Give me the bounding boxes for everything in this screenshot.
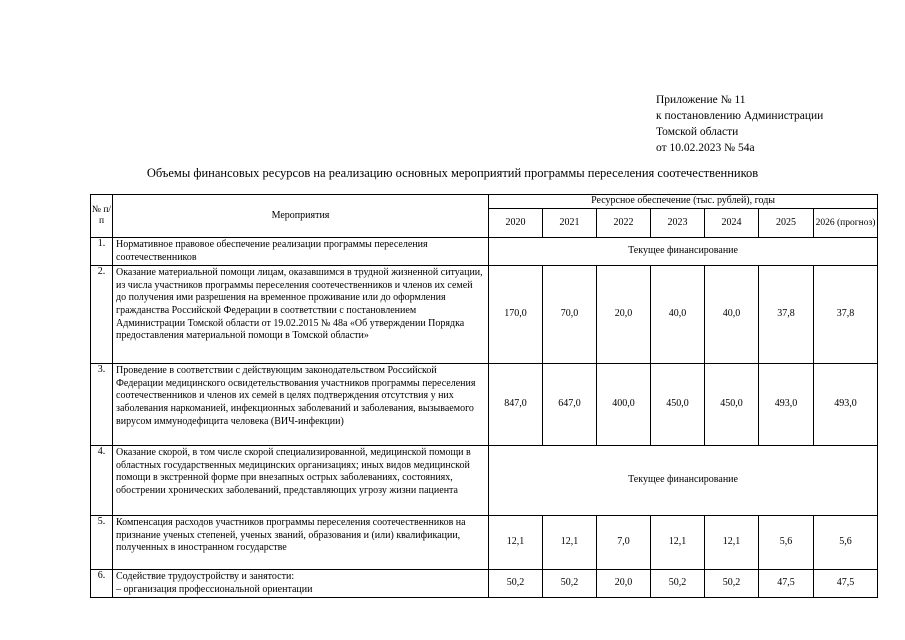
header-year: 2020 bbox=[489, 209, 543, 238]
header-resources: Ресурсное обеспечение (тыс. рублей), годы bbox=[489, 195, 878, 209]
value-cell: 400,0 bbox=[597, 364, 651, 446]
value-cell: 450,0 bbox=[705, 364, 759, 446]
row-event-name: Нормативное правовое обеспечение реализации программы переселения соотечественников bbox=[113, 238, 489, 266]
value-cell: 847,0 bbox=[489, 364, 543, 446]
funding-note: Текущее финансирование bbox=[489, 238, 878, 266]
table-row bbox=[91, 364, 878, 446]
resources-table bbox=[90, 194, 878, 598]
appendix-line-4: от 10.02.2023 № 54а bbox=[656, 142, 755, 154]
value-cell: 12,1 bbox=[705, 516, 759, 570]
row-event-name bbox=[113, 570, 489, 598]
value-cell: 50,2 bbox=[543, 570, 597, 598]
appendix-line-3: Томской области bbox=[656, 126, 739, 138]
row-number: 5. bbox=[91, 516, 113, 570]
funding-note: Текущее финансирование bbox=[489, 446, 878, 516]
value-cell: 50,2 bbox=[651, 570, 705, 598]
appendix-line-2: к постановлению Администрации bbox=[656, 110, 824, 122]
header-year: 2025 bbox=[759, 209, 814, 238]
value-cell: 20,0 bbox=[597, 570, 651, 598]
value-cell: 40,0 bbox=[651, 266, 705, 364]
value-cell: 50,2 bbox=[705, 570, 759, 598]
value-cell: 37,8 bbox=[814, 266, 878, 364]
value-cell: 493,0 bbox=[814, 364, 878, 446]
appendix-block bbox=[656, 92, 823, 156]
value-cell: 47,5 bbox=[759, 570, 814, 598]
row-number: 6. bbox=[91, 570, 113, 598]
table-row bbox=[91, 238, 878, 266]
header-year: 2026 (прогноз) bbox=[814, 209, 878, 238]
value-cell: 40,0 bbox=[705, 266, 759, 364]
appendix-line-1: Приложение № 11 bbox=[656, 94, 746, 106]
header-year: 2023 bbox=[651, 209, 705, 238]
row-event-title: Содействие трудоустройству и занятости: bbox=[116, 571, 295, 583]
value-cell: 647,0 bbox=[543, 364, 597, 446]
row-event-subitem: – организация профессиональной ориентации bbox=[116, 583, 313, 595]
row-number: 1. bbox=[91, 238, 113, 266]
row-event-name: Проведение в соответствии с действующим законодательством Российской Федерации медицинского освидетельствования участников программы переселения соотечественников и членов их семей в целях подтверждения отсутствия у них заболевания наркоманией, инфекционных заболеваний и заболевания, вызываемого вирусом иммунодефицита человека (ВИЧ-инфекции) bbox=[113, 364, 489, 446]
value-cell: 450,0 bbox=[651, 364, 705, 446]
value-cell: 5,6 bbox=[814, 516, 878, 570]
value-cell: 12,1 bbox=[543, 516, 597, 570]
value-cell: 5,6 bbox=[759, 516, 814, 570]
row-number: 3. bbox=[91, 364, 113, 446]
value-cell: 70,0 bbox=[543, 266, 597, 364]
header-num: № п/п bbox=[91, 195, 113, 238]
row-number: 4. bbox=[91, 446, 113, 516]
value-cell: 493,0 bbox=[759, 364, 814, 446]
document-title: Объемы финансовых ресурсов на реализацию основных мероприятий программы переселения соотечественников bbox=[146, 166, 759, 180]
header-year: 2022 bbox=[597, 209, 651, 238]
value-cell: 47,5 bbox=[814, 570, 878, 598]
value-cell: 37,8 bbox=[759, 266, 814, 364]
table-row bbox=[91, 266, 878, 364]
table-row bbox=[91, 570, 878, 598]
table-row bbox=[91, 446, 878, 516]
table-row bbox=[91, 516, 878, 570]
row-number: 2. bbox=[91, 266, 113, 364]
value-cell: 20,0 bbox=[597, 266, 651, 364]
row-event-name: Компенсация расходов участников программы переселения соотечественников на признание ученых степеней, ученых званий, образования и (или) квалификации, полученных в иностранном государстве bbox=[113, 516, 489, 570]
value-cell: 50,2 bbox=[489, 570, 543, 598]
row-event-name: Оказание скорой, в том числе скорой специализированной, медицинской помощи в областных государственных медицинских организациях; иных видов медицинской помощи в экстренной форме при внезапных острых заболеваниях, состояниях, обострении хронических заболеваний, представляющих угрозу жизни пациента bbox=[113, 446, 489, 516]
header-event: Мероприятия bbox=[113, 195, 489, 238]
row-event-name: Оказание материальной помощи лицам, оказавшимся в трудной жизненной ситуации, из числа участников программы переселения соотечественников и членов их семей до получения ими разрешения на временное проживание или до оформления гражданства Российской Федерации в соответствии с постановлением Администрации Томской области от 19.02.2015 № 48а «Об утверждении Порядка предоставления материальной помощи в Томской области» bbox=[113, 266, 489, 364]
value-cell: 12,1 bbox=[651, 516, 705, 570]
value-cell: 170,0 bbox=[489, 266, 543, 364]
header-year: 2024 bbox=[705, 209, 759, 238]
header-year: 2021 bbox=[543, 209, 597, 238]
value-cell: 12,1 bbox=[489, 516, 543, 570]
value-cell: 7,0 bbox=[597, 516, 651, 570]
